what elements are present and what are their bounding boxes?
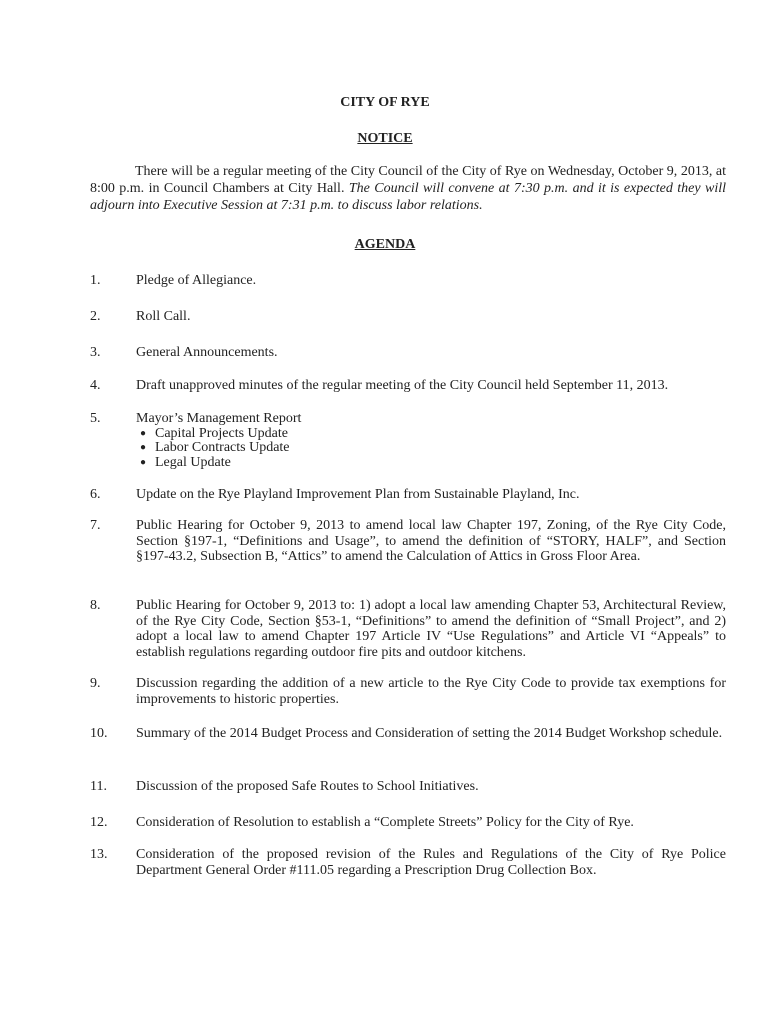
report-bullet-list: [136, 427, 726, 471]
agenda-item-text: Mayor’s Management Report: [136, 411, 302, 426]
agenda-item-number: 12.: [90, 815, 108, 830]
notice-title: NOTICE: [357, 131, 413, 146]
agenda-item-number: 10.: [90, 726, 108, 741]
agenda-item-text: Public Hearing for October 9, 2013 to: 1) adopt a local law amending Chapter 53, Architectural Review, of the Rye City Code, Section §53-1, “Definitions” to amend the definition of “Small Project”, and 2) adopt a local law to amend Chapter 197 Article IV “Use Regulations” and Article VI “Appeals” to establish regulations regarding outdoor fire pits and outdoor kitchens.: [136, 598, 726, 660]
agenda-item-text: Update on the Rye Playland Improvement Plan from Sustainable Playland, Inc.: [136, 487, 580, 502]
city-title: CITY OF RYE: [340, 95, 430, 110]
agenda-item-number: 3.: [90, 345, 101, 360]
agenda-item-text: Draft unapproved minutes of the regular meeting of the City Council held September 11, 2013.: [136, 378, 669, 393]
agenda-heading: AGENDA: [354, 237, 416, 252]
agenda-item-text: Pledge of Allegiance.: [136, 273, 257, 288]
agenda-item-number: 8.: [90, 598, 101, 613]
agenda-item-text: Discussion of the proposed Safe Routes to School Initiatives.: [136, 779, 479, 794]
agenda-item-text: General Announcements.: [136, 345, 278, 360]
agenda-item-number: 9.: [90, 676, 101, 691]
agenda-item-number: 6.: [90, 487, 101, 502]
bullet-item: ● Labor Contracts Update: [136, 441, 726, 456]
agenda-item-number: 2.: [90, 309, 101, 324]
agenda-item-text: Discussion regarding the addition of a new article to the Rye City Code to provide tax exemptions for improvements to historic properties.: [136, 676, 726, 707]
intro-italic-text: The Council will convene at 7:30 p.m. and it is expected they will adjourn into Executive Session at 7:31 p.m. to discuss labor relations.: [90, 181, 726, 213]
agenda-item-text: Summary of the 2014 Budget Process and Consideration of setting the 2014 Budget Workshop schedule.: [136, 726, 723, 741]
agenda-item-number: 13.: [90, 847, 108, 862]
agenda-item-number: 1.: [90, 273, 101, 288]
agenda-item-text: Consideration of Resolution to establish a “Complete Streets” Policy for the City of Rye.: [136, 815, 634, 830]
agenda-item-number: 4.: [90, 378, 101, 393]
agenda-item-text: Consideration of the proposed revision of the Rules and Regulations of the City of Rye Police Department General Order #111.05 regarding a Prescription Drug Collection Box.: [136, 847, 726, 878]
agenda-item-text-block: [136, 411, 726, 470]
agenda-item-number: 5.: [90, 411, 101, 426]
intro-paragraph: [90, 163, 726, 214]
agenda-item-text: Public Hearing for October 9, 2013 to amend local law Chapter 197, Zoning, of the Rye City Code, Section §197-1, “Definitions and Usage”, to amend the definition of “STORY, HALF”, and Section §197-43.2, Subsection B, “Attics” to amend the Calculation of Attics in Gross Floor Area.: [136, 518, 726, 564]
agenda-item-number: 11.: [90, 779, 107, 794]
intro-regular-text: There will be a regular meeting of the City Council of the City of Rye on Wednesday, October 9, 2013, at 8:00 p.m. in Council Chambers at City Hall.: [90, 164, 726, 196]
bullet-item: ● Capital Projects Update: [136, 427, 726, 442]
agenda-item-text: Roll Call.: [136, 309, 191, 324]
bullet-item: ● Legal Update: [136, 456, 726, 471]
agenda-item-number: 7.: [90, 518, 101, 533]
